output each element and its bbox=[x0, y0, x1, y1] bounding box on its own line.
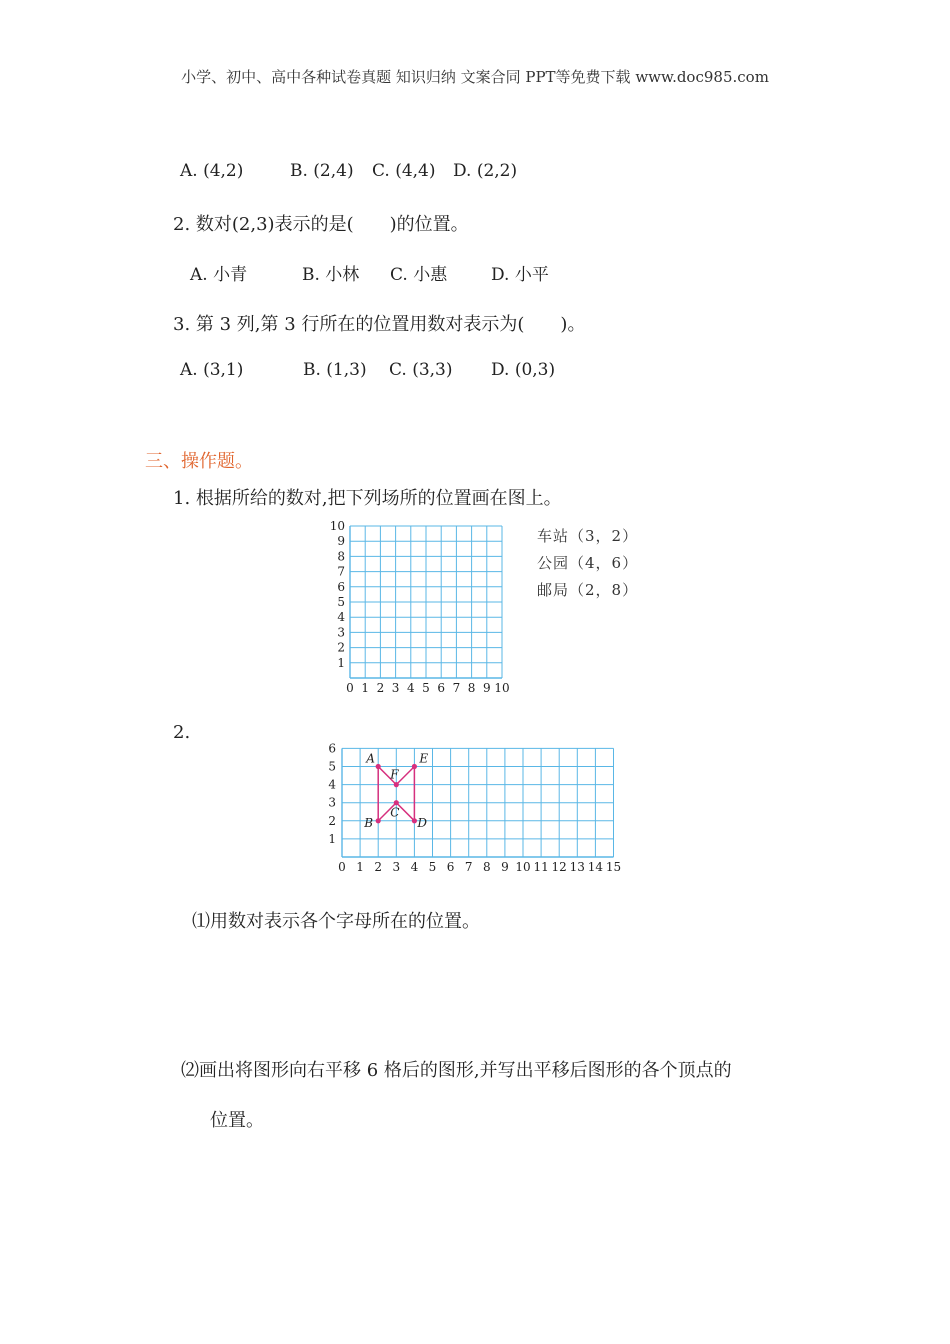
x-tick-label: 1 bbox=[361, 681, 370, 695]
x-tick-label: 10 bbox=[494, 681, 510, 695]
x-tick-label: 3 bbox=[392, 860, 401, 874]
y-tick-label: 7 bbox=[337, 564, 345, 579]
q3-text: 3. 第 3 列,第 3 行所在的位置用数对表示为( )。 bbox=[173, 314, 586, 335]
op2-sub2-line1: ⑵画出将图形向右平移 6 格后的图形,并写出平移后图形的各个顶点的 bbox=[181, 1060, 732, 1081]
x-tick-label: 10 bbox=[515, 860, 531, 874]
x-tick-label: 13 bbox=[569, 860, 585, 874]
x-tick-label: 5 bbox=[422, 681, 430, 695]
vertex-label-e: E bbox=[419, 751, 429, 766]
op2-sub2-line2: 位置。 bbox=[210, 1110, 264, 1131]
x-tick-label: 6 bbox=[446, 860, 455, 874]
x-tick-label: 11 bbox=[533, 860, 549, 874]
x-tick-label: 12 bbox=[551, 860, 567, 874]
y-tick-label: 6 bbox=[328, 741, 336, 756]
vertex-point-b bbox=[376, 818, 381, 823]
q2-text: 2. 数对(2,3)表示的是( )的位置。 bbox=[173, 214, 469, 235]
grid-chart-2 bbox=[320, 740, 630, 880]
vertex-label-d: D bbox=[417, 815, 428, 830]
x-tick-label: 7 bbox=[452, 681, 461, 695]
legend-station: 车站（3，2） bbox=[537, 527, 639, 545]
y-tick-label: 9 bbox=[337, 534, 345, 549]
q1-option-b: B. (2,4) bbox=[290, 161, 354, 181]
y-tick-label: 1 bbox=[337, 655, 345, 670]
x-tick-label: 9 bbox=[482, 681, 491, 695]
x-tick-label: 2 bbox=[374, 860, 383, 874]
y-tick-label: 4 bbox=[328, 777, 336, 792]
op2-sub1: ⑴用数对表示各个字母所在的位置。 bbox=[192, 911, 480, 932]
op2-label: 2. bbox=[173, 722, 191, 743]
x-tick-label: 7 bbox=[464, 860, 473, 874]
q3-option-d: D. (0,3) bbox=[491, 360, 556, 380]
x-tick-label: 1 bbox=[356, 860, 364, 874]
q1-option-d: D. (2,2) bbox=[453, 161, 518, 181]
vertex-label-a: A bbox=[366, 751, 375, 766]
y-tick-label: 2 bbox=[328, 813, 336, 828]
y-tick-label: 3 bbox=[328, 795, 336, 810]
y-tick-label: 5 bbox=[337, 595, 345, 609]
q1-option-a: A. (4,2) bbox=[180, 161, 244, 181]
y-tick-label: 1 bbox=[328, 831, 336, 846]
op1-text: 1. 根据所给的数对,把下列场所的位置画在图上。 bbox=[173, 488, 562, 509]
grid-chart-1 bbox=[325, 515, 525, 700]
x-tick-label: 0 bbox=[338, 860, 346, 874]
x-tick-label: 3 bbox=[391, 681, 400, 695]
vertex-point-e bbox=[412, 764, 417, 769]
vertex-point-a bbox=[376, 764, 381, 769]
x-tick-label: 4 bbox=[410, 860, 419, 874]
q2-option-a: A. 小青 bbox=[190, 265, 248, 285]
x-tick-label: 15 bbox=[605, 860, 622, 874]
x-tick-label: 0 bbox=[346, 681, 354, 695]
y-tick-label: 3 bbox=[337, 625, 345, 640]
vertex-point-c bbox=[394, 800, 399, 805]
q2-option-c: C. 小惠 bbox=[390, 265, 448, 285]
x-tick-label: 14 bbox=[587, 860, 604, 874]
q1-option-c: C. (4,4) bbox=[372, 161, 436, 181]
y-tick-label: 10 bbox=[329, 519, 345, 533]
q3-option-a: A. (3,1) bbox=[180, 360, 244, 380]
legend-post-office: 邮局（2，8） bbox=[537, 581, 639, 599]
page-header: 小学、初中、高中各种试卷真题 知识归纳 文案合同 PPT等免费下载 www.doc985.com bbox=[181, 68, 769, 86]
y-tick-label: 5 bbox=[328, 759, 336, 774]
legend-park: 公园（4，6） bbox=[537, 554, 639, 572]
y-tick-label: 2 bbox=[337, 640, 345, 655]
x-tick-label: 8 bbox=[467, 681, 476, 695]
vertex-label-f: F bbox=[390, 767, 399, 782]
y-tick-label: 6 bbox=[337, 579, 345, 594]
q3-option-c: C. (3,3) bbox=[389, 360, 453, 380]
y-tick-label: 4 bbox=[337, 610, 345, 625]
y-tick-label: 8 bbox=[337, 549, 345, 564]
x-tick-label: 5 bbox=[428, 860, 437, 874]
vertex-point-f bbox=[394, 782, 399, 787]
x-tick-label: 6 bbox=[437, 681, 446, 695]
x-tick-label: 4 bbox=[406, 681, 415, 695]
vertex-point-d bbox=[412, 818, 417, 823]
vertex-label-b: B bbox=[364, 815, 374, 830]
x-tick-label: 2 bbox=[376, 681, 385, 695]
x-tick-label: 9 bbox=[501, 860, 509, 874]
vertex-label-c: C bbox=[390, 805, 400, 820]
q2-option-d: D. 小平 bbox=[491, 265, 549, 285]
q3-option-b: B. (1,3) bbox=[303, 360, 367, 380]
section-title: 三、操作题。 bbox=[145, 451, 253, 472]
x-tick-label: 8 bbox=[482, 860, 491, 874]
q2-option-b: B. 小林 bbox=[302, 265, 360, 285]
